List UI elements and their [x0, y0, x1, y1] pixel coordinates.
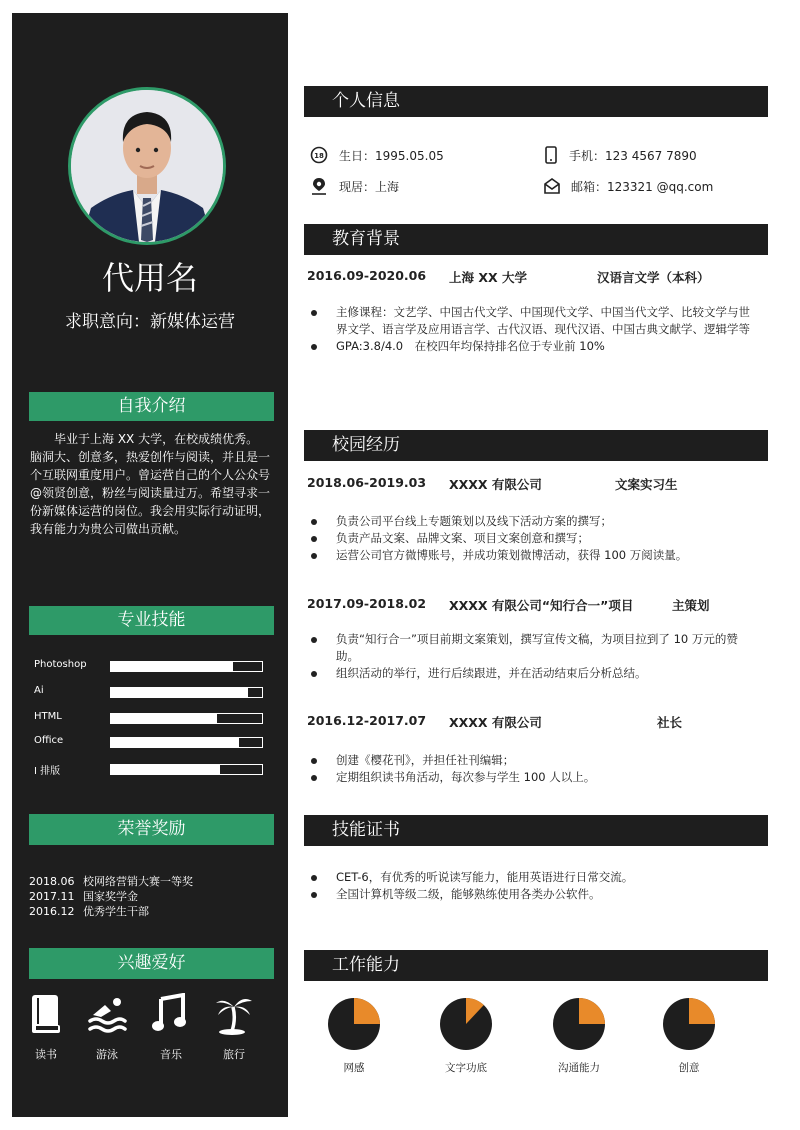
- honor-date: 2017.11: [29, 890, 75, 903]
- campus-bullets: [308, 513, 760, 564]
- skill-name: Office: [34, 735, 64, 746]
- ability-item: [539, 997, 619, 1075]
- honor-text: 优秀学生干部: [83, 905, 149, 918]
- list-item: CET-6，有优秀的听说读写能力，能用英语进行日常交流。: [308, 869, 760, 886]
- education-school: 上海 XX 大学: [449, 270, 527, 285]
- avatar: [71, 90, 223, 242]
- campus-period: 2017.09-2018.02: [307, 596, 427, 611]
- campus-bullets: [308, 631, 760, 682]
- hobby-label: 音乐: [160, 1048, 182, 1061]
- education-period: 2016.09-2020.06: [307, 268, 427, 283]
- list-item: 运营公司官方微博账号，并成功策划微博活动，获得 100 万阅读量。: [308, 547, 760, 564]
- campus-role: 主策划: [672, 598, 710, 613]
- honor-text: 校网络营销大赛一等奖: [83, 875, 193, 888]
- book-icon: [29, 993, 63, 1035]
- ability-label: 沟通能力: [558, 1062, 600, 1074]
- personal-heading: 个人信息: [304, 86, 768, 117]
- ability-pie: [552, 997, 606, 1051]
- skill-fill: [111, 714, 217, 723]
- birthday-item: [309, 146, 444, 164]
- list-item: [29, 889, 274, 904]
- honor-text: 国家奖学金: [83, 890, 138, 903]
- campus-bullets: [308, 752, 760, 786]
- skill-row: [34, 735, 264, 749]
- email-icon: [543, 177, 561, 195]
- skill-bar: [110, 737, 263, 748]
- candidate-name: 代用名: [101, 259, 198, 297]
- hobby-item: [82, 993, 132, 1062]
- skill-fill: [111, 738, 239, 747]
- skill-bar: [110, 687, 263, 698]
- ability-label: 网感: [343, 1062, 365, 1074]
- hobby-label: 读书: [35, 1048, 57, 1061]
- skill-bar: [110, 713, 263, 724]
- skill-row: [34, 659, 264, 673]
- hobby-item: [209, 993, 259, 1062]
- ability-label: 创意: [678, 1062, 700, 1074]
- campus-org: XXXX 有限公司: [449, 715, 542, 730]
- birthday-icon: [309, 146, 329, 164]
- ability-pie: [662, 997, 716, 1051]
- pie-slice: [689, 998, 715, 1024]
- skill-bar: [110, 764, 263, 775]
- honors-heading: 荣誉奖励: [29, 814, 274, 845]
- music-icon: [151, 993, 191, 1035]
- hobbies-heading: 兴趣爱好: [29, 948, 274, 979]
- list-item: [29, 874, 274, 889]
- skill-name: I 排版: [34, 766, 61, 777]
- ability-item: [649, 997, 729, 1075]
- skill-name: HTML: [34, 711, 62, 722]
- skill-fill: [111, 688, 248, 697]
- skill-fill: [111, 765, 220, 774]
- hobby-item: [21, 993, 71, 1062]
- intro-text: 毕业于上海 XX 大学，在校成绩优秀。脑洞大、创意多，热爱创作与阅读，并且是一个互联网重度用户。曾运营自己的个人公众号@领贤创意，粉丝与阅读量过万。希望寻求一份新媒体运营的岗位。我会用实际行动证明，我有能力为贵公司做出贡献。: [30, 432, 271, 536]
- skill-name: Ai: [34, 685, 44, 696]
- phone-text: 手机：123 4567 7890: [569, 148, 697, 163]
- honor-date: 2016.12: [29, 905, 75, 918]
- location-text: 现居：上海: [339, 179, 400, 194]
- education-bullets: [308, 304, 760, 355]
- ability-item: [314, 997, 394, 1075]
- list-item: [29, 904, 274, 919]
- list-item: 负责产品文案、品牌文案、项目文案创意和撰写；: [308, 530, 760, 547]
- pie-slice: [354, 998, 380, 1024]
- phone-icon: [543, 146, 559, 164]
- abilities-heading: 工作能力: [304, 950, 768, 981]
- palm-tree-icon: [214, 993, 254, 1035]
- email-text: 邮箱：123321 @qq.com: [571, 179, 714, 194]
- ability-label: 文字功底: [445, 1062, 487, 1074]
- list-item: 负责公司平台线上专题策划以及线下活动方案的撰写；: [308, 513, 760, 530]
- list-item: 主修课程：文艺学、中国古代文学、中国现代文学、中国当代文学、比较文学与世界文学、语言学及应用语言学、古代汉语、现代汉语、中国古典文献学、逻辑学等: [308, 304, 760, 338]
- list-item: 负责“知行合一”项目前期文案策划，撰写宣传文稿，为项目拉到了 10 万元的赞助。: [308, 631, 760, 665]
- job-intent: 求职意向：新媒体运营: [65, 312, 235, 332]
- skills-heading: 专业技能: [29, 606, 274, 635]
- education-major: 汉语言文学（本科）: [597, 270, 710, 285]
- skill-name: Photoshop: [34, 659, 87, 670]
- svg-text:18: 18: [314, 152, 324, 160]
- hobby-label: 游泳: [96, 1048, 118, 1061]
- hobby-label: 旅行: [223, 1048, 245, 1061]
- campus-period: 2016.12-2017.07: [307, 713, 427, 728]
- email-item: [543, 177, 713, 195]
- certs-heading: 技能证书: [304, 815, 768, 846]
- honors-list: [29, 874, 274, 919]
- profile-photo: [68, 87, 226, 245]
- skill-row: [34, 762, 264, 776]
- ability-pie: [439, 997, 493, 1051]
- campus-role: 社长: [657, 715, 683, 730]
- skill-bar: [110, 661, 263, 672]
- honor-date: 2018.06: [29, 875, 75, 888]
- pie-slice: [579, 998, 605, 1024]
- skill-row: [34, 711, 264, 725]
- campus-period: 2018.06-2019.03: [307, 475, 427, 490]
- phone-item: [543, 146, 697, 164]
- list-item: 定期组织读书角活动，每次参与学生 100 人以上。: [308, 769, 760, 786]
- skill-fill: [111, 662, 233, 671]
- skill-row: [34, 685, 264, 699]
- education-heading: 教育背景: [304, 224, 768, 255]
- campus-org: XXXX 有限公司“知行合一”项目: [449, 598, 634, 613]
- campus-heading: 校园经历: [304, 430, 768, 461]
- location-icon: [309, 177, 329, 195]
- swim-icon: [87, 993, 127, 1035]
- list-item: GPA:3.8/4.0 在校四年均保持排名位于专业前 10%: [308, 338, 760, 355]
- hobby-item: [146, 993, 196, 1062]
- ability-item: [426, 997, 506, 1075]
- campus-role: 文案实习生: [615, 477, 678, 492]
- ability-pie: [327, 997, 381, 1051]
- birthday-text: 生日：1995.05.05: [339, 148, 444, 163]
- certs-bullets: [308, 869, 760, 903]
- list-item: 全国计算机等级二级，能够熟练使用各类办公软件。: [308, 886, 760, 903]
- campus-org: XXXX 有限公司: [449, 477, 542, 492]
- list-item: 组织活动的举行，进行后续跟进，并在活动结束后分析总结。: [308, 665, 760, 682]
- intro-heading: 自我介绍: [29, 392, 274, 421]
- location-item: [309, 177, 399, 195]
- list-item: 创建《樱花刊》，并担任社刊编辑；: [308, 752, 760, 769]
